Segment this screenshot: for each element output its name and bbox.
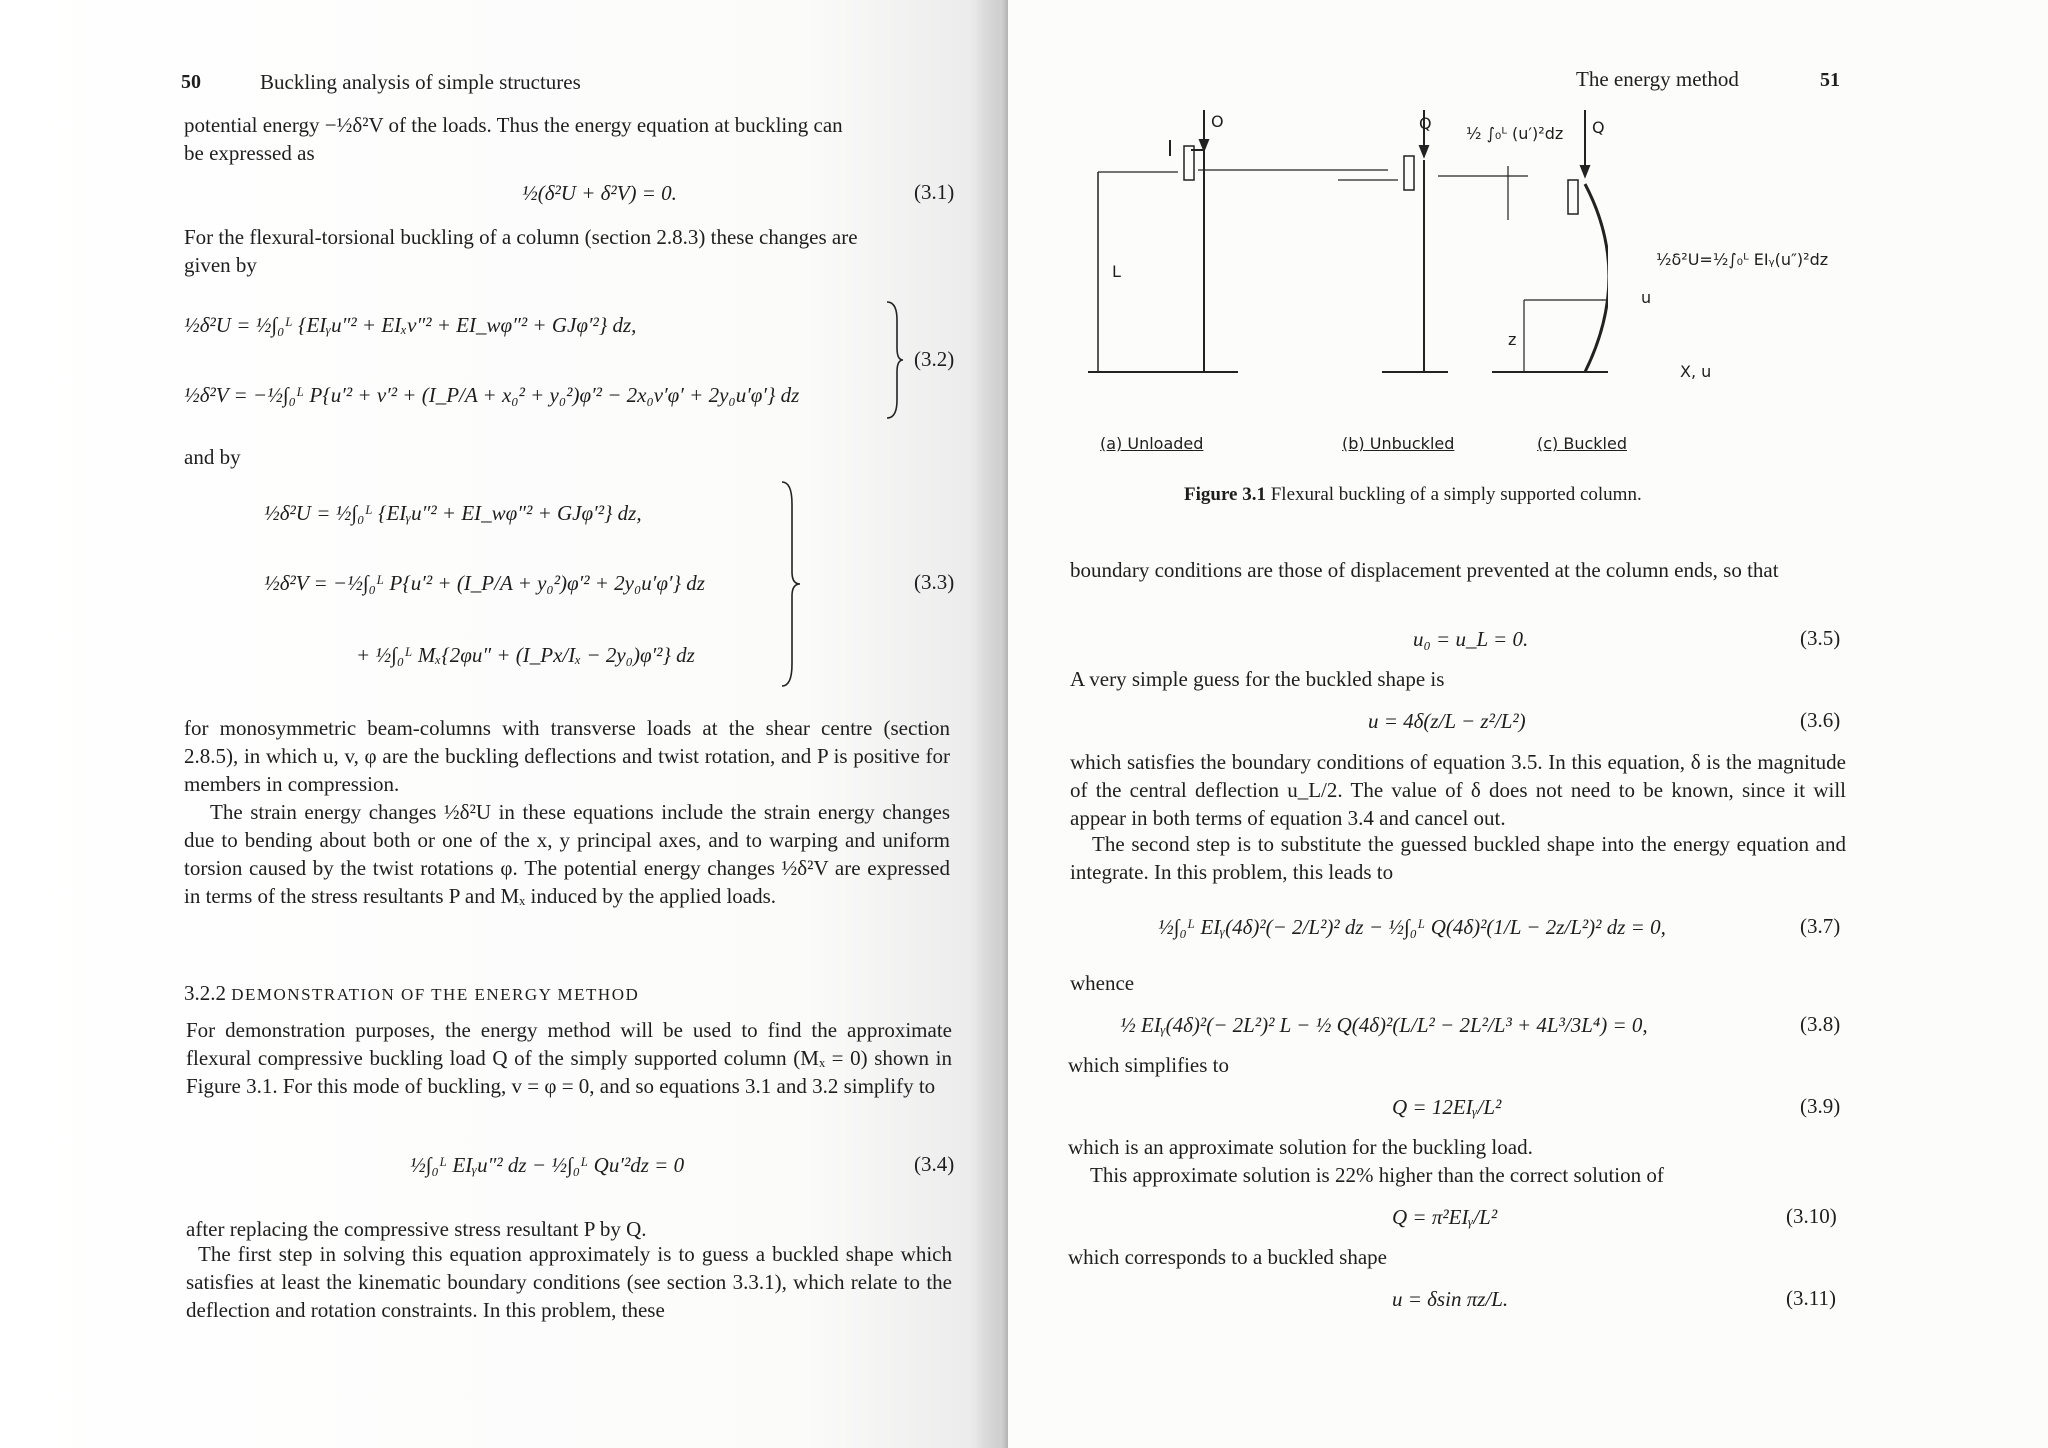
text-line: whence bbox=[1070, 971, 1135, 995]
text-line: potential energy −½δ²V of the loads. Thus the energy equation at buckling can bbox=[184, 113, 843, 137]
equation-3-6: u = 4δ(z/L − z²/L²) bbox=[1368, 709, 1526, 733]
equation-3-3-a: ½δ²U = ½∫₀ᴸ {EIᵧu″² + EI_wφ″² + GJφ′²} dz, bbox=[264, 501, 642, 525]
paragraph: for monosymmetric beam-columns with transverse loads at the shear centre (section 2.8.5), in which u, v, φ are the buckling deflections and twist rotation, and P is positive for members in compression. bbox=[184, 716, 950, 796]
text-line: This approximate solution is 22% higher than the correct solution of bbox=[1090, 1163, 1664, 1187]
figure-label: ½ ∫₀ᴸ (u′)²dz bbox=[1466, 124, 1564, 143]
equation-3-8: ½ EIᵧ(4δ)²(− 2L²)² L − ½ Q(4δ)²(L/L² − 2L²/L³ + 4L³/3L⁴) = 0, bbox=[1120, 1013, 1648, 1037]
brace-right bbox=[780, 480, 802, 690]
section-title: DEMONSTRATION OF THE ENERGY METHOD bbox=[231, 985, 640, 1004]
running-head-right: The energy method bbox=[1576, 67, 1739, 91]
text-line: which simplifies to bbox=[1068, 1053, 1229, 1077]
equation-3-3-c: + ½∫₀ᴸ Mₓ{2φu″ + (I_Px/Iₓ − 2y₀)φ′²} dz bbox=[356, 643, 695, 667]
equation-3-3-b: ½δ²V = −½∫₀ᴸ P{u′² + (I_P/A + y₀²)φ′² + 2y₀u′φ′} dz bbox=[264, 571, 705, 595]
text-line: after replacing the compressive stress resultant P by Q. bbox=[186, 1217, 647, 1241]
figure-sublabel: (a) Unloaded bbox=[1100, 434, 1204, 453]
paragraph: which satisfies the boundary conditions of equation 3.5. In this equation, δ is the magnitude of the central deflection u_L/2. The value of δ does not need to be known, since it will appear in both terms of equation 3.4 and cancel out. bbox=[1070, 750, 1846, 830]
paragraph: The second step is to substitute the guessed buckled shape into the energy equation and integrate. In this problem, this leads to bbox=[1070, 832, 1846, 884]
equation-number: (3.5) bbox=[1800, 626, 1841, 650]
figure-caption-text: Flexural buckling of a simply supported column. bbox=[1270, 484, 1642, 505]
figure-label: X, u bbox=[1680, 362, 1712, 381]
equation-3-5: u₀ = u_L = 0. bbox=[1413, 627, 1529, 651]
figure-caption bbox=[1184, 481, 1642, 508]
section-number: 3.2.2 bbox=[184, 981, 226, 1005]
text-line: which is an approximate solution for the buckling load. bbox=[1068, 1135, 1533, 1159]
page-number-left: 50 bbox=[181, 71, 201, 93]
figure-label: Q bbox=[1592, 118, 1605, 137]
right-page bbox=[1008, 0, 2048, 1448]
equation-3-2-a: ½δ²U = ½∫₀ᴸ {EIᵧu″² + EIₓv″² + EI_wφ″² + GJφ′²} dz, bbox=[184, 313, 637, 337]
figure-caption-label: Figure 3.1 bbox=[1184, 484, 1266, 505]
figure-label: ½δ²U=½∫₀ᴸ EIᵧ(u″)²dz bbox=[1656, 250, 1829, 269]
text-line: and by bbox=[184, 445, 241, 469]
equation-3-7: ½∫₀ᴸ EIᵧ(4δ)²(− 2/L²)² dz − ½∫₀ᴸ Q(4δ)²(1/L − 2z/L²)² dz = 0, bbox=[1158, 915, 1666, 939]
equation-number: (3.3) bbox=[914, 570, 955, 594]
paragraph: For demonstration purposes, the energy method will be used to find the approximate flexural compressive buckling load Q of the simply supported column (Mₓ = 0) shown in Figure 3.1. For this mode of buckling, v = φ = 0, and so equations 3.1 and 3.2 simplify to bbox=[186, 1018, 952, 1098]
section-heading bbox=[184, 980, 639, 1008]
figure-sublabel: (c) Buckled bbox=[1537, 434, 1627, 453]
equation-3-2-b: ½δ²V = −½∫₀ᴸ P{u′² + v′² + (I_P/A + x₀² + y₀²)φ′² − 2x₀v′φ′ + 2y₀u′φ′} dz bbox=[184, 383, 800, 407]
text-line: be expressed as bbox=[184, 141, 315, 165]
figure-label: O bbox=[1211, 112, 1224, 131]
paragraph: The first step in solving this equation approximately is to guess a buckled shape which satisfies at least the kinematic boundary conditions (see section 3.3.1), which relate to the deflection and rotation constraints. In this problem, these bbox=[186, 1242, 952, 1322]
running-head-left: Buckling analysis of simple structures bbox=[260, 70, 581, 94]
figure-sublabel: (b) Unbuckled bbox=[1342, 434, 1455, 453]
figure-label: z bbox=[1508, 330, 1517, 349]
equation-number: (3.2) bbox=[914, 347, 955, 371]
equation-number: (3.11) bbox=[1786, 1286, 1836, 1310]
equation-number: (3.10) bbox=[1786, 1204, 1837, 1228]
left-page bbox=[0, 0, 1008, 1448]
figure-label: u bbox=[1641, 288, 1652, 307]
figure-label: L bbox=[1112, 262, 1121, 281]
equation-3-10: Q = π²EIᵧ/L² bbox=[1392, 1205, 1498, 1229]
text-line: A very simple guess for the buckled shape is bbox=[1070, 667, 1445, 691]
equation-number: (3.7) bbox=[1800, 914, 1841, 938]
paragraph: The strain energy changes ½δ²U in these equations include the strain energy changes due to bending about both or one of the x, y principal axes, and to warping and uniform torsion caused by the twist rotations φ. The potential energy changes ½δ²V are expressed in terms of the stress resultants P and Mₓ induced by the applied loads. bbox=[184, 800, 950, 908]
equation-number: (3.4) bbox=[914, 1152, 955, 1176]
text-line: given by bbox=[184, 253, 257, 277]
equation-3-1: ½(δ²U + δ²V) = 0. bbox=[522, 181, 677, 205]
equation-number: (3.9) bbox=[1800, 1094, 1841, 1118]
page-number-right: 51 bbox=[1820, 69, 1840, 91]
equation-number: (3.8) bbox=[1800, 1012, 1841, 1036]
paragraph: boundary conditions are those of displacement prevented at the column ends, so that bbox=[1070, 558, 1779, 582]
equation-3-9: Q = 12EIᵧ/L² bbox=[1392, 1095, 1502, 1119]
figure-label: Q bbox=[1419, 114, 1432, 133]
equation-number: (3.6) bbox=[1800, 708, 1841, 732]
figure-3-1-diagram bbox=[1088, 100, 1608, 400]
brace-right bbox=[885, 300, 905, 420]
equation-3-4: ½∫₀ᴸ EIᵧu″² dz − ½∫₀ᴸ Qu′²dz = 0 bbox=[410, 1153, 685, 1177]
equation-number: (3.1) bbox=[914, 180, 955, 204]
text-line: For the flexural-torsional buckling of a column (section 2.8.3) these changes are bbox=[184, 225, 858, 249]
text-line: which corresponds to a buckled shape bbox=[1068, 1245, 1387, 1269]
equation-3-11: u = δsin πz/L. bbox=[1392, 1287, 1509, 1311]
